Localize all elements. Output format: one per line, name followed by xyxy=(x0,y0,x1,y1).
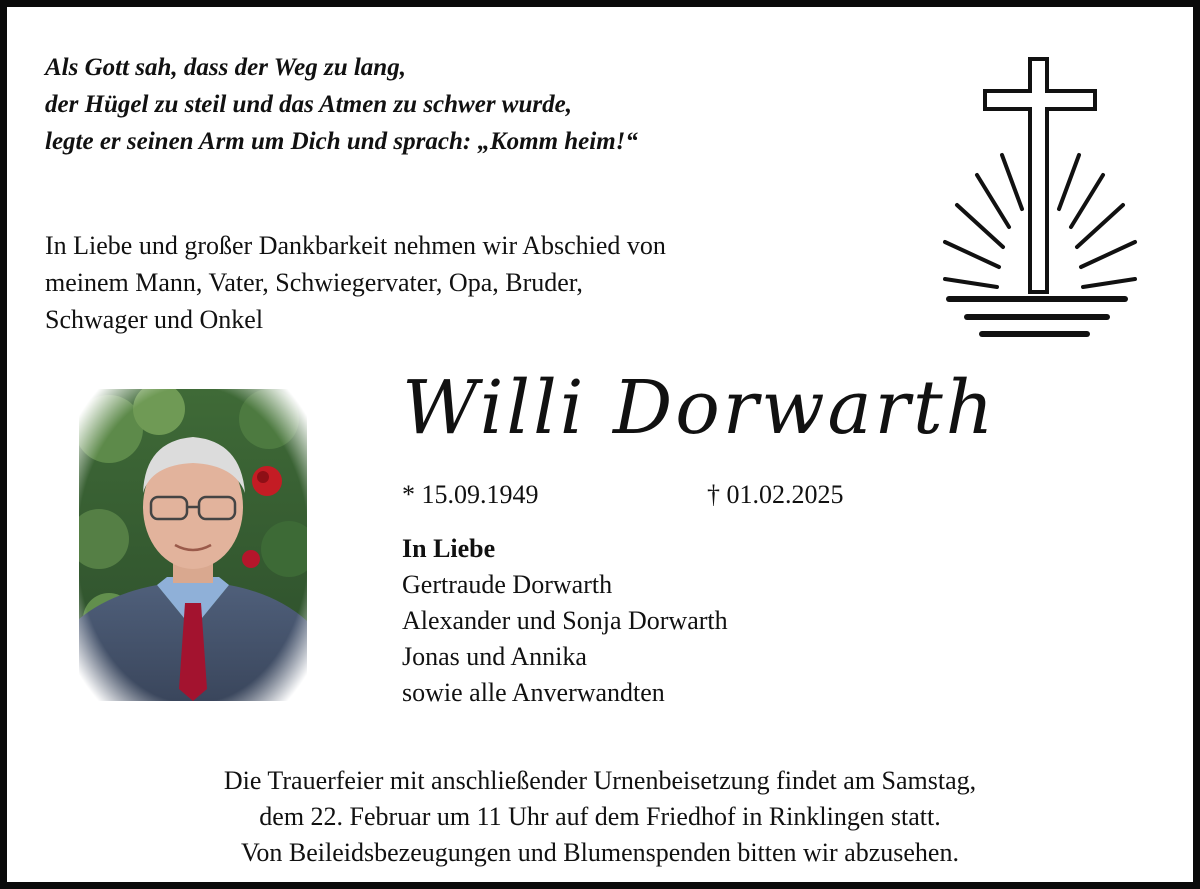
death-date: † 01.02.2025 xyxy=(707,480,844,509)
poem-line: Als Gott sah, dass der Weg zu lang, xyxy=(45,54,406,81)
family-list xyxy=(402,531,728,711)
service-line: dem 22. Februar um 11 Uhr auf dem Friedhof in Rinklingen statt. xyxy=(259,802,941,831)
family-member: sowie alle Anverwandten xyxy=(402,678,665,707)
poem-line: der Hügel zu steil und das Atmen zu schwer wurde, xyxy=(45,91,572,118)
intro-line: In Liebe und großer Dankbarkeit nehmen wir Abschied von xyxy=(45,231,666,260)
portrait-photo xyxy=(79,389,307,701)
family-member: Gertraude Dorwarth xyxy=(402,570,613,599)
family-member: Jonas und Annika xyxy=(402,642,587,671)
poem-line: legte er seinen Arm um Dich und sprach: „Komm heim!“ xyxy=(45,128,638,155)
birth-date: * 15.09.1949 xyxy=(402,480,539,509)
intro-text xyxy=(45,227,666,338)
service-line: Die Trauerfeier mit anschließender Urnenbeisetzung findet am Samstag, xyxy=(223,766,977,795)
poem xyxy=(45,49,638,160)
family-member: Alexander und Sonja Dorwarth xyxy=(402,606,728,635)
family-lead: In Liebe xyxy=(402,534,496,563)
cross-with-sun-rays-icon xyxy=(927,47,1152,347)
intro-line: Schwager und Onkel xyxy=(45,305,264,334)
deceased-name: Willi Dorwarth xyxy=(402,365,997,451)
intro-line: meinem Mann, Vater, Schwiegervater, Opa, Bruder, xyxy=(45,268,583,297)
service-info xyxy=(7,763,1193,871)
service-line: Von Beileidsbezeugungen und Blumenspenden bitten wir abzusehen. xyxy=(241,838,959,867)
